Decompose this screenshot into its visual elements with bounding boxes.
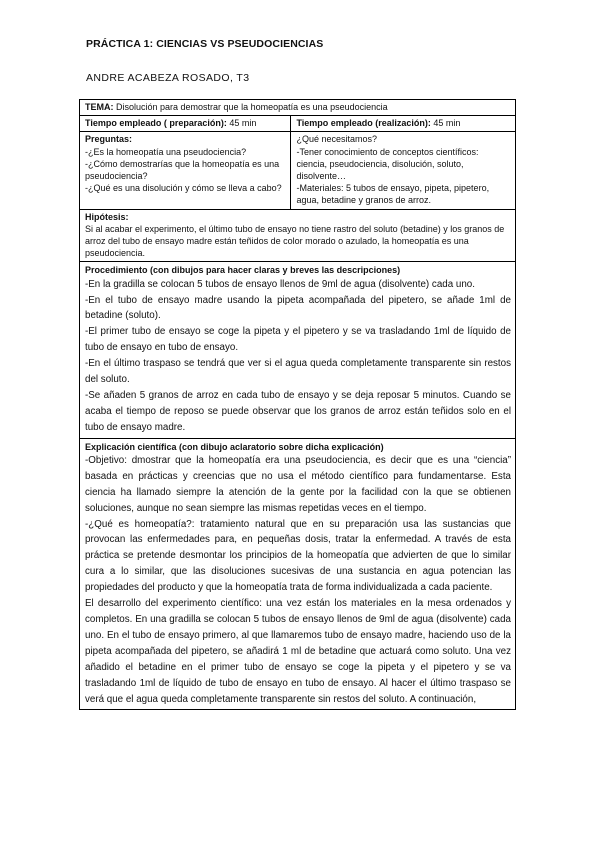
necesitamos-title: ¿Qué necesitamos? xyxy=(296,134,377,145)
procedimiento-cell xyxy=(80,262,516,438)
real-time-label: Tiempo empleado (realización): xyxy=(296,118,431,129)
pregunta-item: -¿Qué es una disolución y cómo se lleva a cabo? xyxy=(85,183,282,194)
time-row xyxy=(80,116,516,132)
necesitamos-cell xyxy=(291,132,516,209)
tema-row xyxy=(80,100,516,116)
prep-time-value: 45 min xyxy=(226,118,257,129)
procedimiento-step: -El primer tubo de ensayo se coge la pipeta y el pipetero y se va trasladando 1ml de líquido de tubo de ensayo en tubo de ensayo. xyxy=(85,326,511,354)
necesitamos-item: -Materiales: 5 tubos de ensayo, pipeta, pipetero, agua, betadine y granos de arroz. xyxy=(296,183,490,206)
hipotesis-cell xyxy=(80,209,516,262)
procedimiento-step: -En el último traspaso se tendrá que ver si el agua queda completamente transparente sin restos del soluto. xyxy=(85,358,511,386)
questions-row xyxy=(80,132,516,209)
author-line: ANDRE ACABEZA ROSADO, T3 xyxy=(86,72,250,84)
hipotesis-title: Hipótesis: xyxy=(85,211,129,222)
explicacion-row xyxy=(80,438,516,710)
procedimiento-step: -Se añaden 5 granos de arroz en cada tubo de ensayo y se deja reposar 5 minutos. Cuando se acaba el tiempo de reposo se puede observar que los granos de arroz están teñidos solo en el tubo de ensayo madre. xyxy=(85,389,511,433)
tema-value: Disolución para demostrar que la homeopatía es una pseudociencia xyxy=(113,102,388,112)
preguntas-title: Preguntas: xyxy=(85,134,133,145)
real-time-value: 45 min xyxy=(430,118,461,129)
real-time-cell xyxy=(291,116,516,132)
hipotesis-text: Si al acabar el experimento, el último tubo de ensayo no tiene rastro del soluto (betadine) y los granos de arroz del tubo de ensayo madre están teñidos de color morado o azulado, la homeopatía es una pseudociencia. xyxy=(85,223,505,259)
hipotesis-row xyxy=(80,209,516,262)
practice-table xyxy=(79,99,516,710)
tema-label: TEMA: xyxy=(85,102,114,112)
explicacion-title: Explicación científica (con dibujo aclaratorio sobre dicha explicación) xyxy=(85,441,384,452)
document-title: PRÁCTICA 1: CIENCIAS VS PSEUDOCIENCIAS xyxy=(86,38,324,50)
explicacion-paragraph: -Objetivo: dmostrar que la homeopatía era una pseudociencia, es decir que es una “ciencia” basada en prácticas y creencias que no usa el método científico para fundamentarse. Esta ciencia ha llamado siempre la atención de la gente por la facilidad con la que se obtienen soluciones, aunque no sean siempre las mismas repetidas veces en el tiempo. xyxy=(85,454,511,514)
explicacion-cell xyxy=(80,438,516,710)
pregunta-item: -¿Es la homeopatía una pseudociencia? xyxy=(85,146,247,157)
preguntas-cell xyxy=(80,132,291,209)
tema-cell xyxy=(80,100,516,116)
explicacion-paragraph: -¿Qué es homeopatía?: tratamiento natural que en su preparación usa las sustancias que provocan las enfermedades para, en pequeñas dosis, tratar la enfermedad. A través de esta práctica se pretende desmontar los principios de la homeopatía que advierten de que lo similar cura a lo similar, que las disoluciones sucesivas de una sustancia en agua potencian las propiedades del producto y que la homeopatía trata de forma individualizada a cada paciente. xyxy=(85,518,511,594)
procedimiento-row xyxy=(80,262,516,438)
pregunta-item: -¿Cómo demostrarías que la homeopatía es una pseudociencia? xyxy=(85,158,280,182)
procedimiento-step: -En la gradilla se colocan 5 tubos de ensayo llenos de 9ml de agua (disolvente) cada uno. xyxy=(85,278,475,290)
procedimiento-title: Procedimiento (con dibujos para hacer claras y breves las descripciones) xyxy=(85,265,401,276)
prep-time-cell xyxy=(80,116,291,132)
explicacion-paragraph: El desarrollo del experimento científico: una vez están los materiales en la mesa ordenados y completos. En una gradilla se colocan 5 tubos de ensayo llenos de 9ml de agua (disolvente) cada uno. En el tubo de ensayo primero, al que llamaremos tubo de ensayo madre, haciendo uso de la pipeta acompañada del pipetero, se añadirá 1 ml de betadine que actuará como soluto. Una vez añadido el betadine en el primer tubo de ensayo se coge la pipeta y el pipetero y se va trasladando 1ml de líquido de tubo de ensayo en tubo de ensayo. Al hacer el último traspaso se verá que el agua queda completamente transparente sin restos del soluto. A continuación, xyxy=(85,598,511,705)
prep-time-label: Tiempo empleado ( preparación): xyxy=(85,118,227,129)
procedimiento-step: -En el tubo de ensayo madre usando la pipeta acompañada del pipetero, se añade 1ml de betadine (soluto). xyxy=(85,294,511,322)
necesitamos-item: -Tener conocimiento de conceptos científicos: ciencia, pseudociencia, disolución, soluto, disolvente… xyxy=(296,146,479,182)
